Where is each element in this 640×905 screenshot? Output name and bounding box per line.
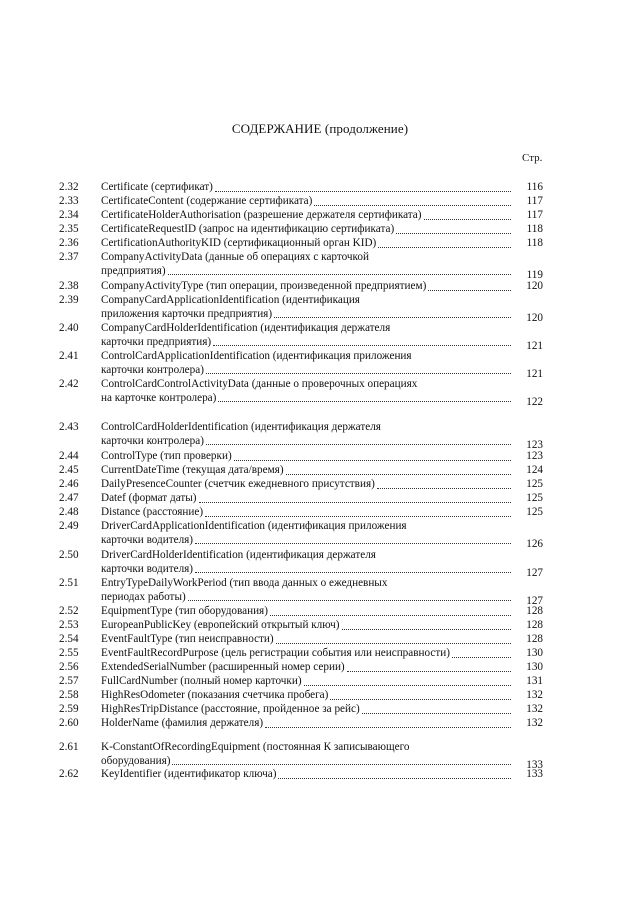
toc-entry-number: 2.40 [59,322,79,334]
toc-entry-title-line: CertificateRequestID (запрос на идентификацию сертификата) [101,223,395,235]
toc-entry-title [101,421,511,448]
toc-entry-page: 120 [526,280,543,292]
toc-entry-title [101,464,511,478]
dot-leader [424,218,512,220]
toc-entry-title-line: KeyIdentifier (идентификатор ключа) [101,768,277,780]
toc-entry-number: 2.57 [59,675,79,687]
toc-entry-number: 2.55 [59,647,79,659]
dot-leader [330,698,511,700]
dot-leader [377,487,511,489]
toc-entry-number: 2.49 [59,520,79,532]
toc-entry-title-line: EquipmentType (тип оборудования) [101,605,268,617]
toc-entry-page: 124 [526,464,543,476]
toc-entry-number: 2.54 [59,633,79,645]
toc-entry-title-line: ControlCardControlActivityData (данные о проверочных операциях [101,378,418,390]
page-column-label: Стр. [522,152,543,164]
toc-entry-title [101,478,511,492]
toc-entry-title [101,689,511,703]
toc-entry-page: 132 [526,689,543,701]
toc-entry-page: 132 [526,703,543,715]
toc-entry-number: 2.38 [59,280,79,292]
toc-entry-title-line: карточки водителя) [101,533,194,546]
toc-entry-title [101,350,511,377]
toc-entry-title [101,195,511,209]
toc-entry-title [101,605,511,619]
toc-entry-title-line: периодах работы) [101,590,186,603]
dot-leader [342,628,511,630]
toc-entry-title-line: Datef (формат даты) [101,492,197,504]
toc-entry-title-line: EuropeanPublicKey (европейский открытый ключ) [101,619,340,631]
toc-entry-title-line: HighResTripDistance (расстояние, пройденное за рейс) [101,703,360,715]
toc-entry-title [101,251,511,278]
toc-entry-title [101,661,511,675]
toc-entry-title-line: CompanyActivityData (данные об операциях с карточкой [101,251,369,263]
toc-entry-page: 121 [526,339,543,352]
toc-entry-title-line: FullCardNumber (полный номер карточки) [101,675,302,687]
toc-entry-page: 118 [526,223,543,235]
toc-entry-page: 127 [526,566,543,579]
toc-entry-page: 125 [526,492,543,504]
toc-entry-title-line: CompanyCardHolderIdentification (идентификация держателя [101,322,391,334]
toc-entry-title-line: ControlType (тип проверки) [101,450,232,462]
toc-entry-title-line: EntryTypeDailyWorkPeriod (тип ввода данных о ежедневных [101,577,388,589]
toc-entry-number: 2.35 [59,223,79,235]
toc-entry-title [101,492,511,506]
toc-entry-title [101,577,511,604]
toc-entry-page: 123 [526,438,543,451]
toc-entry-number: 2.60 [59,717,79,729]
toc-entry-title [101,647,511,661]
toc-entry-title-line: HighResOdometer (показания счетчика пробега) [101,689,329,701]
toc-entry-number: 2.51 [59,577,79,589]
toc-entry-page: 131 [526,675,543,687]
toc-entry-title-line: предприятия) [101,264,166,277]
toc-entry-page: 130 [526,661,543,673]
dot-leader [396,232,511,234]
dot-leader [205,515,511,517]
toc-entry-number: 2.34 [59,209,79,221]
toc-entry-number: 2.48 [59,506,79,518]
toc-entry-number: 2.52 [59,605,79,617]
toc-entry-number: 2.62 [59,768,79,780]
toc-entry-title [101,322,511,349]
toc-entry-number: 2.59 [59,703,79,715]
toc-entry-title-line: CertificateContent (содержание сертификата) [101,195,313,207]
toc-entry-number: 2.56 [59,661,79,673]
toc-entry-title [101,209,511,223]
toc-entry-number: 2.46 [59,478,79,490]
dot-leader [206,372,511,374]
dot-leader [270,614,511,616]
toc-entry-title [101,181,511,195]
toc-entry-page: 122 [526,395,543,408]
dot-leader [428,289,511,291]
toc-entry-page: 125 [526,506,543,518]
toc-entry-title-line: CurrentDateTime (текущая дата/время) [101,464,284,476]
page-title: СОДЕРЖАНИЕ (продолжение) [231,121,409,136]
dot-leader [378,246,511,248]
toc-entry-title-line: оборудования) [101,754,171,767]
toc-entry-page: 117 [526,209,543,221]
toc-entry-page: 126 [526,537,543,550]
toc-entry-title [101,378,511,405]
toc-entry-number: 2.45 [59,464,79,476]
toc-entry-title [101,675,511,689]
dot-leader [218,400,511,402]
toc-entry-title-line: K-ConstantOfRecordingEquipment (постоянная К записывающего [101,741,410,753]
toc-entry-title-line: CompanyActivityType (тип операции, произведенной предприятием) [101,280,427,292]
toc-entry-page: 130 [526,647,543,659]
toc-entry-number: 2.37 [59,251,79,263]
toc-entry-page: 116 [526,181,543,193]
toc-entry-number: 2.47 [59,492,79,504]
dot-leader [278,777,511,779]
toc-entry-title-line: приложения карточки предприятия) [101,307,273,320]
toc-entry-title [101,223,511,237]
toc-entry-number: 2.44 [59,450,79,462]
toc-entry-number: 2.33 [59,195,79,207]
toc-entry-number: 2.39 [59,294,79,306]
toc-entry-title-line: на карточке контролера) [101,391,217,404]
toc-entry-title-line: карточки предприятия) [101,335,212,348]
toc-entry-number: 2.42 [59,378,79,390]
toc-entry-title-line: карточки контролера) [101,363,204,376]
toc-entry-title-line: DailyPresenceCounter (счетчик ежедневного присутствия) [101,478,375,490]
toc-entry-number: 2.58 [59,689,79,701]
toc-entry-title-line: Distance (расстояние) [101,506,204,518]
toc-entry-number: 2.53 [59,619,79,631]
toc-entry-title-line: HolderName (фамилия держателя) [101,717,264,729]
toc-entry-number: 2.50 [59,549,79,561]
toc-entry-page: 127 [526,594,543,607]
toc-entry-title-line: EventFaultType (тип неисправности) [101,633,274,645]
dot-leader [213,344,511,346]
toc-entry-page: 118 [526,237,543,249]
toc-entry-title-line: ControlCardApplicationIdentification (идентификация приложения [101,350,412,362]
toc-entry-title [101,280,511,294]
toc-entry-number: 2.36 [59,237,79,249]
dot-leader [199,501,512,503]
toc-entry-title [101,633,511,647]
dot-leader [276,642,511,644]
toc-entry-page: 128 [526,619,543,631]
toc-entry-title-line: DriverCardApplicationIdentification (идентификация приложения [101,520,407,532]
toc-entry-title [101,717,511,731]
toc-entry-number: 2.32 [59,181,79,193]
toc-entry-title [101,619,511,633]
dot-leader [195,542,511,544]
toc-entry-page: 123 [526,450,543,462]
toc-entry-page: 133 [526,768,543,780]
toc-entry-page: 121 [526,367,543,380]
dot-leader [195,571,511,573]
toc-entry-page: 128 [526,605,543,617]
toc-entry-page: 133 [526,758,543,771]
toc-entry-page: 119 [526,268,543,281]
toc-entry-title [101,520,511,547]
toc-entry-page: 125 [526,478,543,490]
dot-leader [265,726,511,728]
toc-entry-number: 2.61 [59,741,79,753]
toc-entry-number: 2.43 [59,421,79,433]
dot-leader [347,670,511,672]
toc-entry-title-line: CompanyCardApplicationIdentification (идентификация [101,294,360,306]
toc-entry-title [101,741,511,768]
toc-entry-title [101,294,511,321]
toc-entry-title-line: DriverCardHolderIdentification (идентификация держателя [101,549,376,561]
toc-entry-title-line: Certificate (сертификат) [101,181,213,193]
toc-entry-title [101,506,511,520]
toc-entry-title-line: ControlCardHolderIdentification (идентификация держателя [101,421,381,433]
dot-leader [452,656,511,658]
toc-entry-number: 2.41 [59,350,79,362]
toc-entry-title-line: CertificationAuthorityKID (сертификационный орган KID) [101,237,377,249]
toc-entry-page: 117 [526,195,543,207]
toc-entry-title-line: карточки контролера) [101,434,204,447]
toc-entry-title-line: EventFaultRecordPurpose (цель регистрации события или неисправности) [101,647,450,659]
dot-leader [215,190,511,192]
toc-entry-title-line: ExtendedSerialNumber (расширенный номер серии) [101,661,345,673]
dot-leader [304,684,511,686]
dot-leader [206,443,511,445]
dot-leader [362,712,511,714]
toc-entry-title [101,768,511,782]
dot-leader [234,459,511,461]
toc-entry-title-line: CertificateHolderAuthorisation (разрешение держателя сертификата) [101,209,422,221]
toc-entry-title [101,703,511,717]
toc-entry-title [101,450,511,464]
toc-entry-page: 128 [526,633,543,645]
dot-leader [286,473,511,475]
dot-leader [314,204,511,206]
dot-leader [274,316,511,318]
toc-entry-title [101,237,511,251]
dot-leader [168,273,511,275]
toc-entry-page: 132 [526,717,543,729]
toc-entry-page: 120 [526,311,543,324]
dot-leader [172,763,511,765]
toc-entry-title [101,549,511,576]
toc-entry-title-line: карточки водителя) [101,562,194,575]
dot-leader [188,599,511,601]
